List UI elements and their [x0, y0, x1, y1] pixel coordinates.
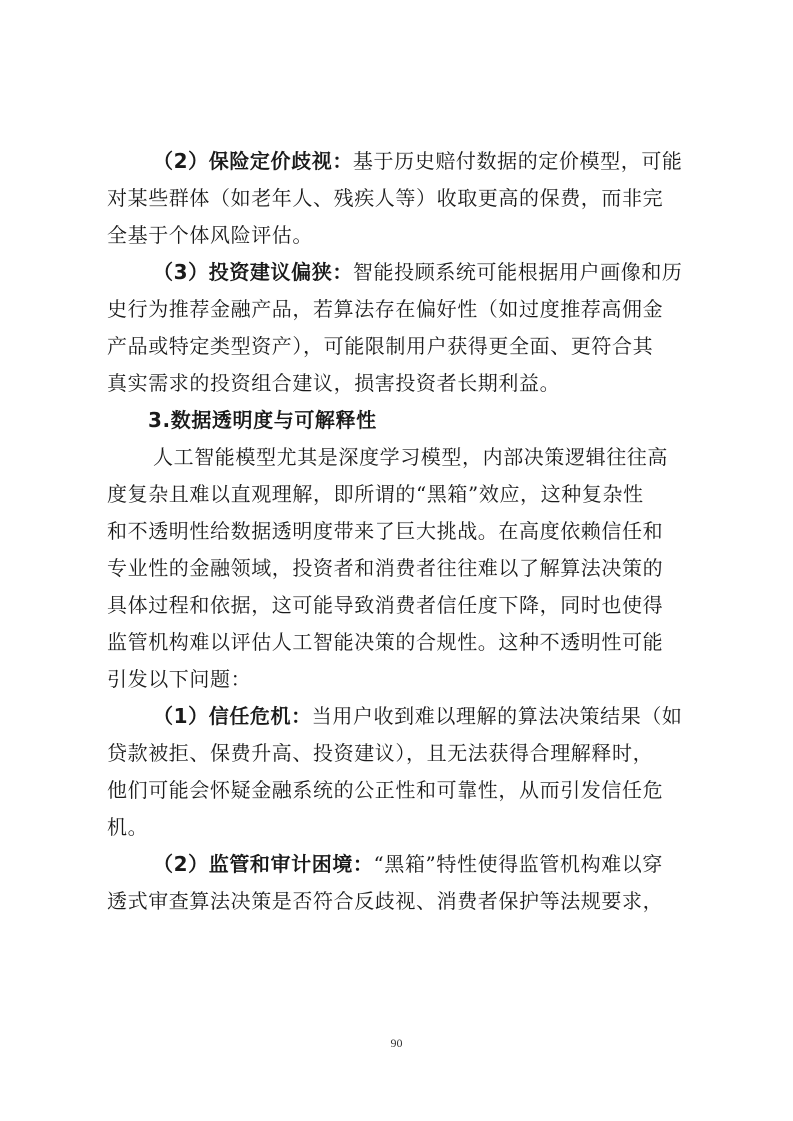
bold-lead: （2）监管和审计困境：	[153, 852, 374, 876]
line-text: 监管机构难以评估人工智能决策的合规性。这种不透明性可能	[107, 630, 664, 654]
paragraph-line	[107, 180, 687, 217]
paragraph-line	[107, 661, 687, 698]
page-number: 90	[390, 1036, 403, 1050]
paragraph-line	[107, 365, 687, 402]
line-text: 贷款被拒、保费升高、投资建议），且无法获得合理解释时，	[107, 741, 654, 765]
line-text: 具体过程和依据，这可能导致消费者信任度下降，同时也使得	[107, 593, 664, 617]
line-text: 人工智能模型尤其是深度学习模型，内部决策逻辑往往高	[153, 445, 668, 469]
line-text: 智能投顾系统可能根据用户画像和历	[352, 260, 683, 284]
paragraph-line	[107, 291, 687, 328]
paragraph-line	[107, 624, 687, 661]
bold-lead: （2）保险定价歧视：	[153, 149, 353, 173]
line-text: 当用户收到难以理解的算法决策结果（如	[311, 704, 683, 728]
paragraph-line	[107, 772, 687, 809]
paragraph-line	[107, 809, 687, 846]
line-text: 史行为推荐金融产品，若算法存在偏好性（如过度推荐高佣金	[107, 297, 664, 321]
section-heading-text: 3.数据透明度与可解释性	[148, 408, 377, 432]
bold-lead: （3）投资建议偏狭：	[153, 260, 353, 284]
line-text: 产品或特定类型资产），可能限制用户获得更全面、更符合其	[107, 334, 654, 358]
line-text: “黑箱”特性使得监管机构难以穿	[373, 852, 663, 876]
paragraph-line	[107, 513, 687, 550]
line-text: 对某些群体（如老年人、残疾人等）收取更高的保费，而非完	[107, 186, 664, 210]
paragraph-line	[153, 254, 687, 291]
paragraph-line	[107, 476, 687, 513]
line-text: 基于历史赔付数据的定价模型，可能	[352, 149, 683, 173]
line-text: 他们可能会怀疑金融系统的公正性和可靠性，从而引发信任危	[107, 778, 664, 802]
paragraph-line	[107, 217, 687, 254]
paragraph-line	[107, 587, 687, 624]
line-text: 度复杂且难以直观理解，即所谓的“黑箱”效应，这种复杂性	[107, 482, 644, 506]
paragraph-line	[153, 439, 687, 476]
paragraph-line	[107, 883, 687, 920]
paragraph-line	[107, 735, 687, 772]
paragraph-line	[153, 698, 687, 735]
line-text: 引发以下问题：	[107, 667, 252, 691]
paragraph-line	[153, 846, 687, 883]
bold-lead: （1）信任危机：	[153, 704, 312, 728]
line-text: 真实需求的投资组合建议，损害投资者长期利益。	[107, 371, 561, 395]
paragraph-line	[153, 143, 687, 180]
section-heading	[148, 402, 687, 439]
paragraph-line	[107, 550, 687, 587]
line-text: 专业性的金融领域，投资者和消费者往往难以了解算法决策的	[107, 556, 664, 580]
line-text: 和不透明性给数据透明度带来了巨大挑战。在高度依赖信任和	[107, 519, 664, 543]
paragraph-line	[107, 328, 687, 365]
line-text: 透式审查算法决策是否符合反歧视、消费者保护等法规要求，	[107, 889, 664, 913]
line-text: 机。	[107, 815, 149, 839]
line-text: 全基于个体风险评估。	[107, 223, 313, 247]
